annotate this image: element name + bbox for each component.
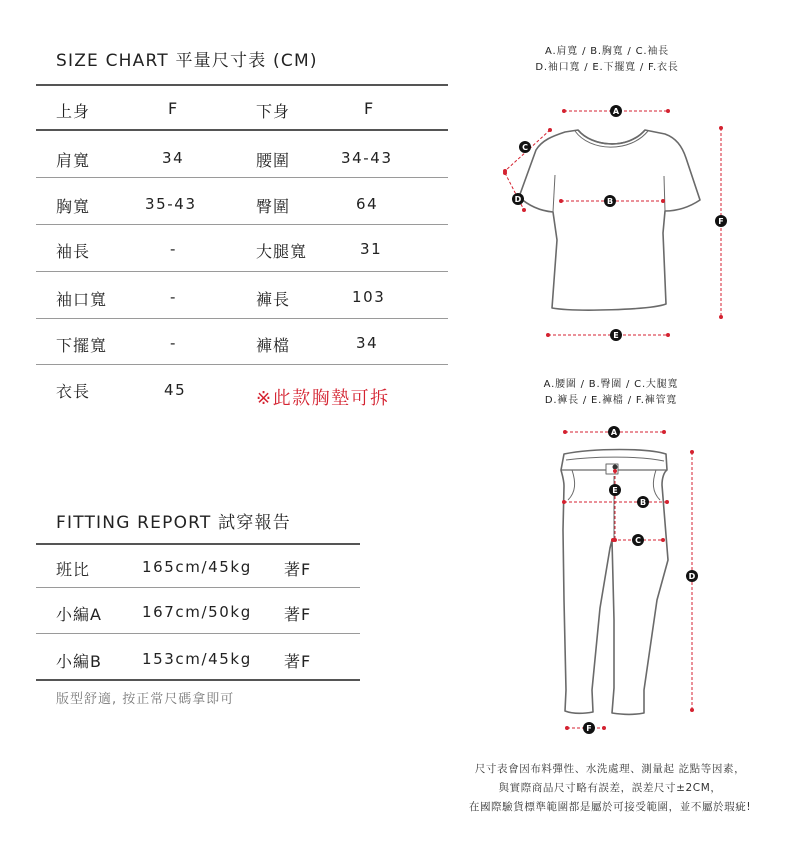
size-header-bottom-label: 下身 — [256, 102, 291, 121]
tshirt-badge-label: B — [606, 197, 614, 206]
tshirt-legend-line2: D.袖口寬 / E.下擺寬 / F.衣長 — [535, 62, 679, 73]
size-header-top-label: 上身 — [56, 102, 91, 121]
fitting-row-name: 小編B — [56, 652, 102, 671]
size-row-bottom-label: 褲長 — [256, 290, 291, 309]
pants-badge-label: A — [610, 428, 618, 437]
size-chart-title: SIZE CHART 平量尺寸表 (CM) — [56, 51, 318, 71]
pants-badge-b — [637, 496, 649, 508]
pants-badge-label: E — [612, 486, 618, 495]
tshirt-legend-line1: A.肩寬 / B.胸寬 / C.袖長 — [545, 46, 669, 57]
tshirt-badge-d — [512, 193, 524, 205]
fitting-row-measurements: 153cm/45kg — [142, 650, 252, 668]
tshirt-badge-label: E — [613, 331, 619, 340]
tshirt-badge-a — [610, 105, 622, 117]
tshirt-badge-label: C — [522, 143, 528, 152]
disclaimer-line1: 尺寸表會因布料彈性、水洗處理、測量起 訖點等因素， — [474, 763, 746, 775]
size-row-top-value: 34 — [162, 149, 185, 167]
tshirt-badge-label: D — [514, 195, 522, 204]
size-row-top-value: - — [170, 240, 178, 258]
size-row-bottom-value: 34-43 — [341, 149, 393, 167]
size-row-bottom-value: 103 — [352, 288, 386, 306]
size-row-top-value: - — [170, 288, 178, 306]
pants-legend-line1: A.腰圍 / B.臀圍 / C.大腿寬 — [543, 379, 679, 390]
detachable-pad-note: ※此款胸墊可拆 — [256, 388, 390, 409]
size-row-top-label: 袖長 — [56, 242, 91, 261]
fitting-row-name: 小編A — [56, 605, 102, 624]
fitting-row-name: 班比 — [56, 560, 91, 579]
tshirt-badge-b — [604, 195, 616, 207]
fitting-note: 版型舒適, 按正常尺碼拿即可 — [56, 692, 235, 707]
size-row-top-value: - — [170, 334, 178, 352]
size-row-top-value: 35-43 — [145, 195, 197, 213]
tshirt-illustration — [519, 130, 700, 310]
pants-badge-label: D — [688, 572, 696, 581]
size-row-top-label: 肩寬 — [56, 151, 91, 170]
size-row-top-label: 胸寬 — [56, 197, 91, 216]
size-row-bottom-value: 64 — [356, 195, 379, 213]
fitting-row-size: 著F — [284, 560, 312, 579]
size-row-top-value: 45 — [164, 381, 187, 399]
pants-badge-label: B — [639, 498, 647, 507]
tshirt-badge-c — [519, 141, 531, 153]
pants-badge-label: F — [586, 724, 592, 733]
tshirt-badge-e — [610, 329, 622, 341]
fitting-row-size: 著F — [284, 652, 312, 671]
pants-badge-label: C — [635, 536, 641, 545]
size-header-top-size: F — [168, 99, 179, 118]
pants-badge-f — [583, 722, 595, 734]
fitting-report-title: FITTING REPORT 試穿報告 — [56, 513, 291, 533]
disclaimer-line3: 在國際驗貨標準範圍都是屬於可接受範圍，並不屬於瑕疵! — [468, 801, 752, 813]
fitting-row-measurements: 165cm/45kg — [142, 558, 252, 576]
size-row-top-label: 下擺寬 — [56, 336, 108, 355]
fitting-row-size: 著F — [284, 605, 312, 624]
size-row-top-label: 袖口寬 — [56, 290, 108, 309]
size-row-bottom-label: 臀圍 — [256, 197, 291, 216]
pants-badge-d — [686, 570, 698, 582]
size-row-top-label: 衣長 — [56, 382, 91, 401]
measurement-disclaimer — [440, 760, 780, 817]
pants-legend-line2: D.褲長 / E.褲檔 / F.褲管寬 — [544, 395, 678, 406]
disclaimer-line2: 與實際商品尺寸略有誤差，誤差尺寸±2CM， — [498, 782, 722, 794]
size-row-bottom-value: 34 — [356, 334, 379, 352]
pants-badge-e — [609, 484, 621, 496]
size-row-bottom-label: 褲檔 — [256, 336, 291, 355]
size-row-bottom-label: 腰圍 — [256, 151, 291, 170]
tshirt-badge-label: A — [612, 107, 620, 116]
size-row-bottom-label: 大腿寬 — [256, 242, 308, 261]
pants-badge-a — [608, 426, 620, 438]
fitting-row-measurements: 167cm/50kg — [142, 603, 252, 621]
tshirt-badge-f — [715, 215, 727, 227]
size-header-bottom-size: F — [364, 99, 375, 118]
tshirt-badge-label: F — [718, 217, 724, 226]
pants-badge-c — [632, 534, 644, 546]
size-row-bottom-value: 31 — [360, 240, 383, 258]
